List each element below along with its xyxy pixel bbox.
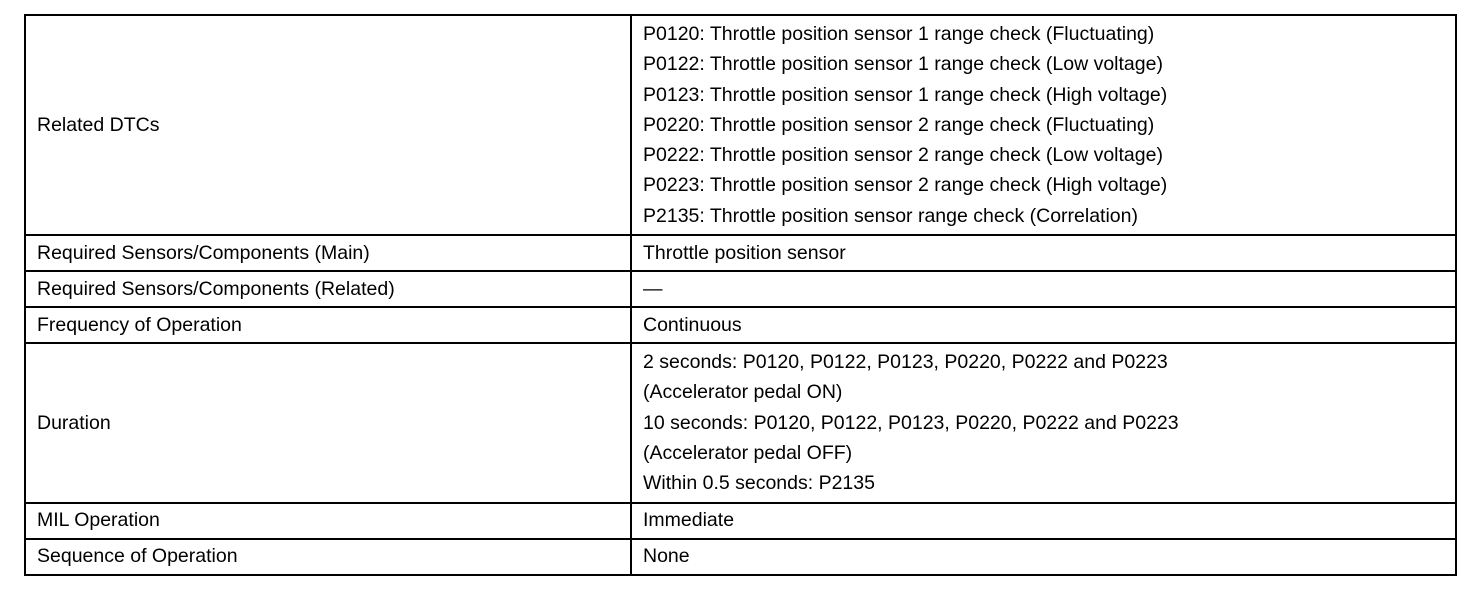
duration-line: 10 seconds: P0120, P0122, P0123, P0220, P0222 and P0223 bbox=[643, 411, 1179, 434]
table-row-sequence bbox=[25, 539, 1456, 575]
row-label: Duration bbox=[25, 343, 631, 502]
dtc-line: P0223: Throttle position sensor 2 range check (High voltage) bbox=[643, 174, 1168, 197]
row-value: — bbox=[631, 271, 1456, 307]
row-label: Related DTCs bbox=[25, 15, 631, 235]
table-row-mil-operation bbox=[25, 503, 1456, 539]
row-label: Required Sensors/Components (Main) bbox=[25, 235, 631, 271]
monitor-spec-table bbox=[24, 14, 1457, 576]
row-label: Frequency of Operation bbox=[25, 307, 631, 343]
row-value: Throttle position sensor bbox=[631, 235, 1456, 271]
table-row-duration bbox=[25, 343, 1456, 502]
dtc-line: P0222: Throttle position sensor 2 range check (Low voltage) bbox=[643, 144, 1163, 167]
dtc-line: P0122: Throttle position sensor 1 range check (Low voltage) bbox=[643, 53, 1163, 76]
dtc-line: P0220: Throttle position sensor 2 range check (Fluctuating) bbox=[643, 113, 1155, 136]
duration-line: (Accelerator pedal OFF) bbox=[643, 441, 853, 464]
row-value: None bbox=[631, 539, 1456, 575]
dtc-line: P0123: Throttle position sensor 1 range check (High voltage) bbox=[643, 83, 1168, 106]
table-row-frequency bbox=[25, 307, 1456, 343]
table-row-related-dtcs bbox=[25, 15, 1456, 235]
duration-line: (Accelerator pedal ON) bbox=[643, 381, 843, 404]
dtc-line: P2135: Throttle position sensor range check (Correlation) bbox=[643, 204, 1138, 227]
table-row-required-main bbox=[25, 235, 1456, 271]
row-value bbox=[631, 15, 1456, 235]
duration-line: 2 seconds: P0120, P0122, P0123, P0220, P0222 and P0223 bbox=[643, 351, 1168, 374]
table-row-required-related bbox=[25, 271, 1456, 307]
row-value bbox=[631, 343, 1456, 502]
row-value: Immediate bbox=[631, 503, 1456, 539]
row-label: MIL Operation bbox=[25, 503, 631, 539]
row-label: Sequence of Operation bbox=[25, 539, 631, 575]
dtc-line: P0120: Throttle position sensor 1 range check (Fluctuating) bbox=[643, 23, 1155, 45]
row-label: Required Sensors/Components (Related) bbox=[25, 271, 631, 307]
row-value: Continuous bbox=[631, 307, 1456, 343]
duration-line: Within 0.5 seconds: P2135 bbox=[643, 472, 875, 495]
